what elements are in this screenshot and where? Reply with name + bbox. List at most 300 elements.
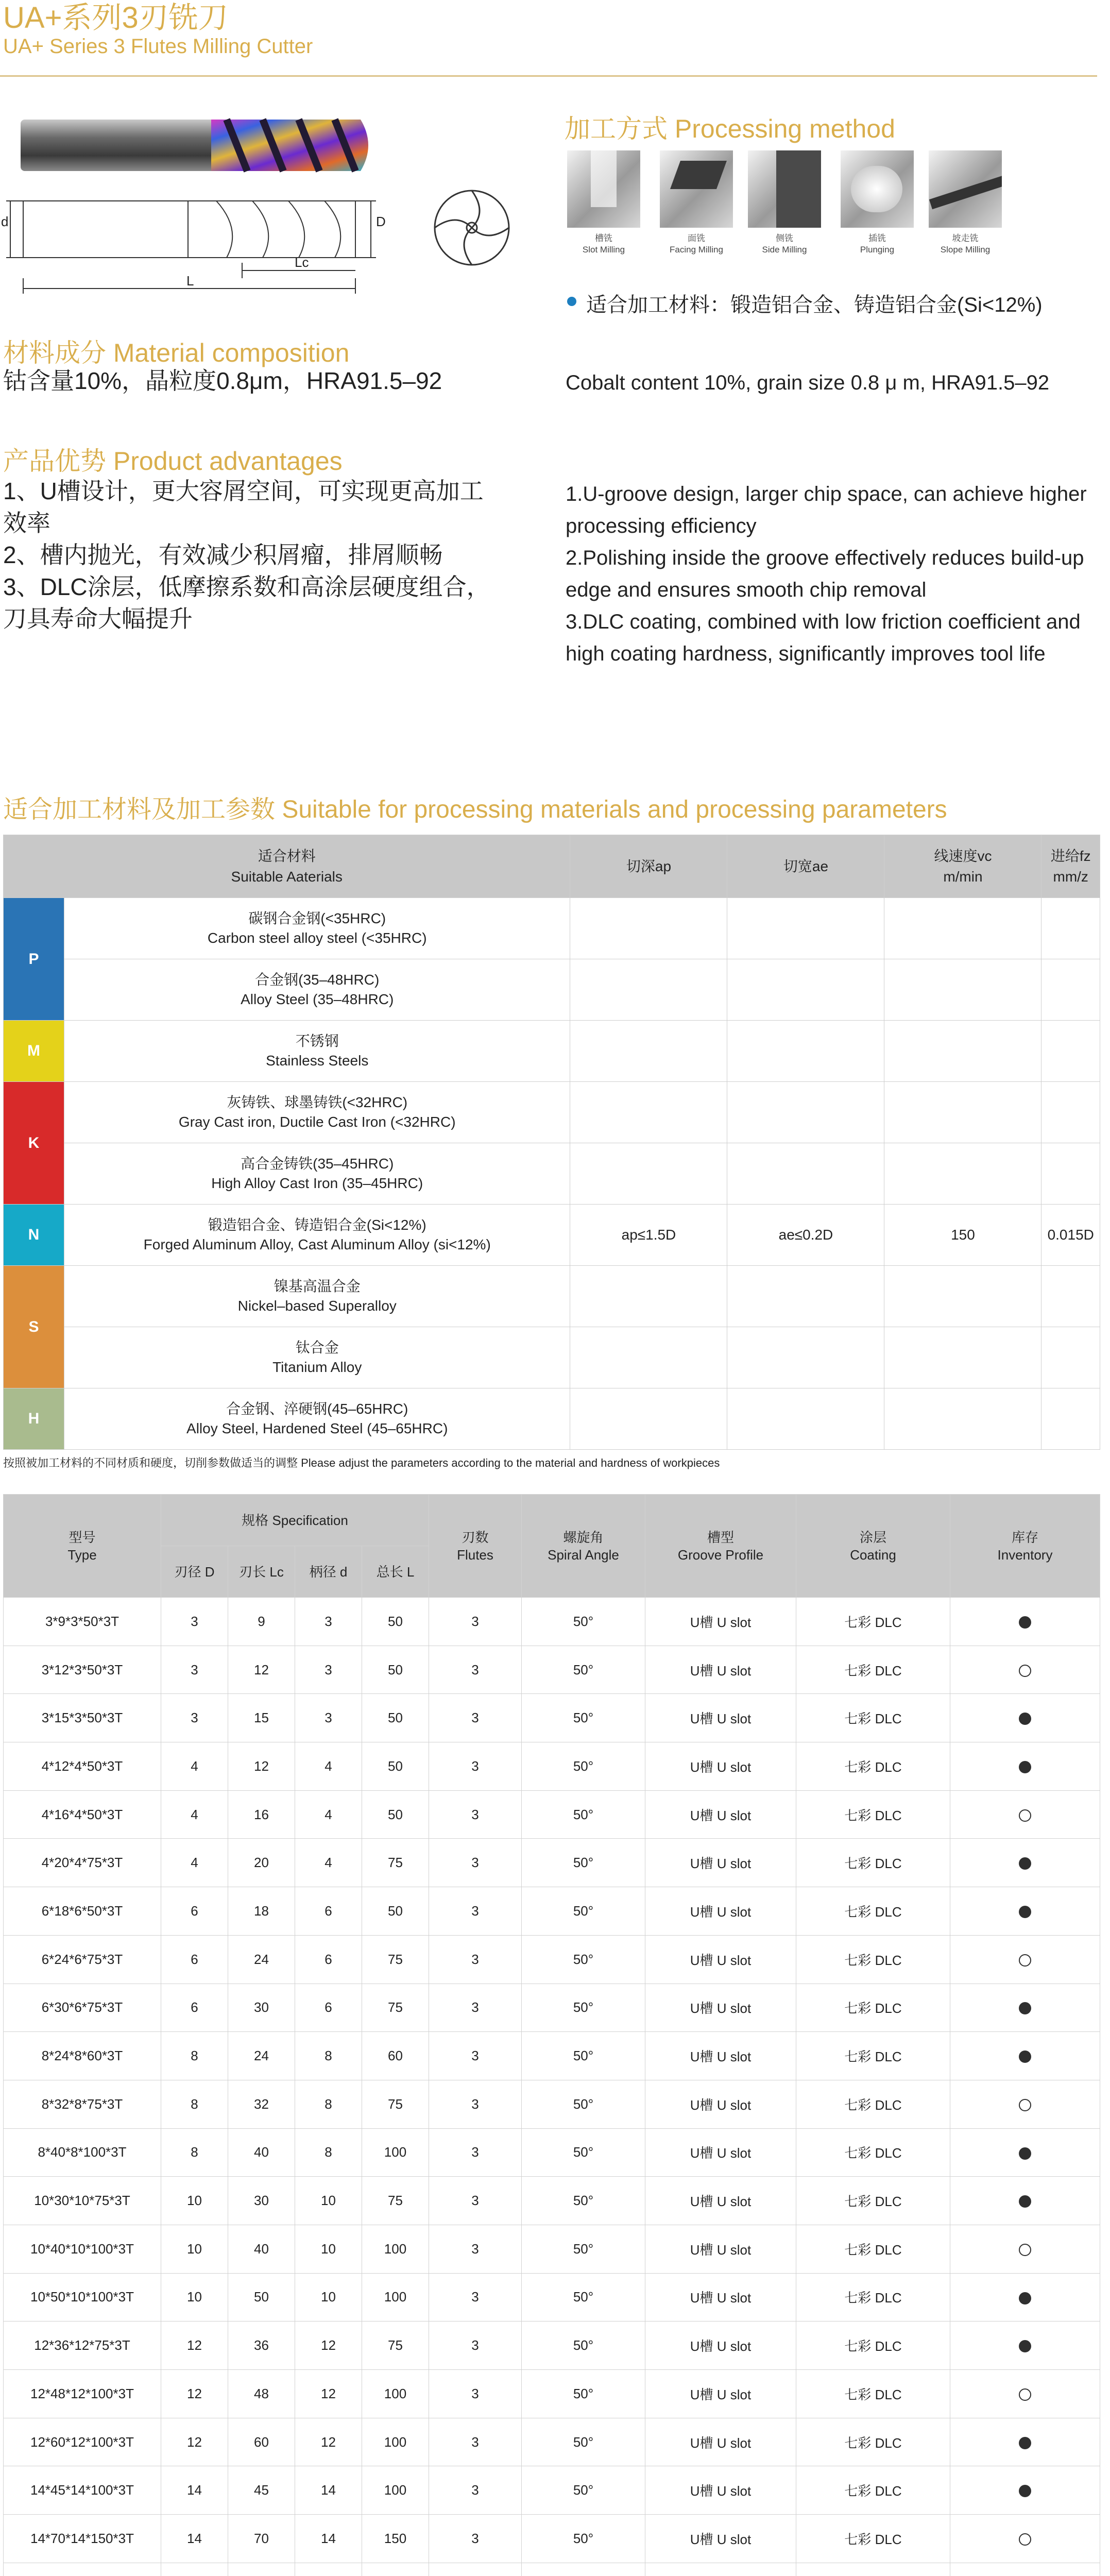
method-slot-milling <box>567 150 640 256</box>
spec-flutes-cell: 3 <box>429 2225 522 2273</box>
spec-flutes-cell: 3 <box>429 1984 522 2032</box>
dim-label-L: L <box>186 273 194 289</box>
spec-d-cell: 3 <box>295 1646 362 1694</box>
spec-type-cell: 3*15*3*50*3T <box>4 1694 161 1742</box>
spec-d-cell: 3 <box>161 1646 228 1694</box>
method-label-en: Slot Milling <box>582 245 625 255</box>
material-cell <box>64 1021 570 1082</box>
spec-type-cell: 3*9*3*50*3T <box>4 1598 161 1646</box>
spec-inventory-cell <box>950 1742 1100 1791</box>
spec-flutes-cell: 3 <box>429 2080 522 2128</box>
method-plunging <box>841 150 914 256</box>
spec-row <box>4 2370 1100 2418</box>
params-header-material: 适合材料 Suitable Aaterials <box>4 835 570 898</box>
spec-row <box>4 1839 1100 1887</box>
method-label-cn: 插铣 <box>868 233 886 243</box>
spec-type-cell: 12*36*12*75*3T <box>4 2321 161 2370</box>
advantage-en-line: 3.DLC coating, combined with low friction coefficient and <box>566 611 1081 633</box>
spec-inventory-cell <box>950 2273 1100 2321</box>
param-ap-cell <box>570 1266 727 1327</box>
params-row <box>4 1021 1100 1082</box>
material-group-s: S <box>4 1266 64 1388</box>
spec-row <box>4 1790 1100 1839</box>
spec-coating-cell: 七彩 DLC <box>796 2225 950 2273</box>
out-of-stock-dot-icon <box>1019 1665 1031 1677</box>
spec-l-cell: 150 <box>362 2515 429 2563</box>
param-ap-cell <box>570 959 727 1021</box>
material-cell <box>64 1143 570 1205</box>
spec-d-cell: 10 <box>295 2177 362 2225</box>
material-name-cn: 碳钢合金钢(<35HRC) <box>248 910 386 926</box>
spec-inventory-cell <box>950 2225 1100 2273</box>
params-row <box>4 1388 1100 1450</box>
advantage-en-line: processing efficiency <box>566 515 757 537</box>
spec-groove-cell: U槽 U slot <box>645 2466 796 2515</box>
params-header-ae: 切宽ae <box>727 835 884 898</box>
spec-groove-cell: U槽 U slot <box>645 2080 796 2128</box>
spec-groove-cell: U槽 U slot <box>645 1694 796 1742</box>
spec-d-cell: 10 <box>161 2273 228 2321</box>
material-name-cn: 灰铸铁、球墨铸铁(<32HRC) <box>227 1094 408 1110</box>
spec-d-cell: 12 <box>295 2321 362 2370</box>
spec-lc-cell: 36 <box>228 2321 295 2370</box>
composition-cn: 钴含量10%，晶粒度0.8μm，HRA91.5–92 <box>3 367 442 394</box>
dim-label-d: d <box>1 214 9 229</box>
param-vc-cell <box>884 898 1041 959</box>
spec-l-cell: 100 <box>362 2273 429 2321</box>
spec-lc-cell: 60 <box>228 2418 295 2466</box>
spec-flutes-cell: 3 <box>429 2273 522 2321</box>
spec-groove-cell: U槽 U slot <box>645 2032 796 2080</box>
spec-spiral-cell: 50° <box>522 1887 645 1936</box>
spec-flutes-cell: 3 <box>429 1790 522 1839</box>
spec-lc-cell: 32 <box>228 2080 295 2128</box>
spec-inventory-cell <box>950 1598 1100 1646</box>
spec-l-cell: 50 <box>362 1646 429 1694</box>
params-row <box>4 1205 1100 1266</box>
spec-l-cell: 75 <box>362 2080 429 2128</box>
spec-type-cell: 6*24*6*75*3T <box>4 1935 161 1984</box>
tool-drawing <box>0 185 402 296</box>
spec-type-cell: 10*30*10*75*3T <box>4 2177 161 2225</box>
spec-d-cell: 12 <box>161 2321 228 2370</box>
spec-spiral-cell: 50° <box>522 2321 645 2370</box>
spec-header-type: 型号 Type <box>4 1495 161 1598</box>
param-ae-cell <box>727 1021 884 1082</box>
spec-row <box>4 1742 1100 1791</box>
material-cell <box>64 959 570 1021</box>
spec-l-cell: 60 <box>362 2032 429 2080</box>
spec-header-Lc: 刃长 Lc <box>228 1546 295 1598</box>
spec-coating-cell: 七彩 DLC <box>796 2515 950 2563</box>
spec-flutes-cell <box>429 2563 522 2576</box>
spec-coating-cell: 七彩 DLC <box>796 1935 950 1984</box>
spec-spiral-cell: 50° <box>522 2273 645 2321</box>
spec-coating-cell: 七彩 DLC <box>796 1839 950 1887</box>
out-of-stock-dot-icon <box>1019 2388 1031 2401</box>
spec-spiral-cell: 50° <box>522 1935 645 1984</box>
spec-groove-cell: U槽 U slot <box>645 1598 796 1646</box>
spec-coating-cell: 七彩 DLC <box>796 1790 950 1839</box>
param-vc-cell <box>884 1021 1041 1082</box>
material-name-cn: 镍基高温合金 <box>274 1278 361 1294</box>
spec-type-cell: 12*60*12*100*3T <box>4 2418 161 2466</box>
out-of-stock-dot-icon <box>1019 1809 1031 1822</box>
available-dot-icon <box>1019 1616 1031 1629</box>
material-name-en: Alloy Steel (35–48HRC) <box>241 991 394 1007</box>
spec-type-cell: 12*48*12*100*3T <box>4 2370 161 2418</box>
param-fz-cell <box>1041 1082 1100 1143</box>
spec-spiral-cell: 50° <box>522 1984 645 2032</box>
param-vc-cell: 150 <box>884 1205 1041 1266</box>
spec-inventory-cell <box>950 1646 1100 1694</box>
spec-l-cell: 100 <box>362 2370 429 2418</box>
advantage-en-line: high coating hardness, significantly improves tool life <box>566 642 1046 665</box>
spec-d-cell: 8 <box>295 2128 362 2177</box>
spec-l-cell <box>362 2563 429 2576</box>
spec-row <box>4 2177 1100 2225</box>
spec-type-cell: 10*50*10*100*3T <box>4 2273 161 2321</box>
spec-groove-cell: U槽 U slot <box>645 2370 796 2418</box>
params-row <box>4 1082 1100 1143</box>
params-row <box>4 959 1100 1021</box>
params-title: 适合加工材料及加工参数 Suitable for processing materials and processing parameters <box>3 796 947 823</box>
material-name-cn: 合金钢、淬硬钢(45–65HRC) <box>226 1401 408 1417</box>
spec-l-cell: 100 <box>362 2466 429 2515</box>
composition-title: 材料成分 Material composition <box>3 338 350 367</box>
spec-spiral-cell: 50° <box>522 1598 645 1646</box>
param-ap-cell <box>570 1082 727 1143</box>
suitable-materials-text: 适合加工材料：锻造铝合金、铸造铝合金(Si<12%) <box>586 294 1043 316</box>
spec-spiral-cell: 50° <box>522 1742 645 1791</box>
out-of-stock-dot-icon <box>1019 1954 1031 1967</box>
spec-d-cell: 3 <box>295 1694 362 1742</box>
spec-coating-cell: 七彩 DLC <box>796 1887 950 1936</box>
spec-d-cell: 14 <box>295 2466 362 2515</box>
spec-row <box>4 1935 1100 1984</box>
facing-milling-image <box>660 150 733 228</box>
spec-type-cell: 8*24*8*60*3T <box>4 2032 161 2080</box>
spec-flutes-cell: 3 <box>429 1694 522 1742</box>
spec-type-cell: 8*40*8*100*3T <box>4 2128 161 2177</box>
plunging-image <box>841 150 914 228</box>
spec-groove-cell: U槽 U slot <box>645 1984 796 2032</box>
spec-d-cell: 6 <box>295 1887 362 1936</box>
page-title: UA+系列3刃铣刀 <box>3 1 228 35</box>
spec-inventory-cell <box>950 2177 1100 2225</box>
spec-groove-cell: U槽 U slot <box>645 2177 796 2225</box>
param-ae-cell <box>727 1143 884 1205</box>
spec-header-D: 刃径 D <box>161 1546 228 1598</box>
spec-spiral-cell <box>522 2563 645 2576</box>
params-header-fz: 进给fz mm/z <box>1041 835 1100 898</box>
method-facing-milling <box>660 150 733 256</box>
spec-inventory-cell <box>950 2370 1100 2418</box>
material-cell <box>64 1266 570 1327</box>
spec-d-cell: 4 <box>161 1790 228 1839</box>
tool-photo <box>21 114 376 176</box>
spec-flutes-cell: 3 <box>429 2128 522 2177</box>
spec-header-flutes: 刃数 Flutes <box>429 1495 522 1598</box>
spec-l-cell: 50 <box>362 1694 429 1742</box>
method-label-cn: 坡走铣 <box>952 233 979 243</box>
material-cell <box>64 1205 570 1266</box>
spec-l-cell: 50 <box>362 1887 429 1936</box>
spec-lc-cell: 9 <box>228 1598 295 1646</box>
param-vc-cell <box>884 1327 1041 1388</box>
spec-lc-cell: 45 <box>228 2466 295 2515</box>
spec-lc-cell: 40 <box>228 2225 295 2273</box>
spec-type-cell: 4*12*4*50*3T <box>4 1742 161 1791</box>
spec-header-groove: 槽型 Groove Profile <box>645 1495 796 1598</box>
spec-groove-cell: U槽 U slot <box>645 2418 796 2466</box>
spec-groove-cell: U槽 U slot <box>645 1646 796 1694</box>
spec-row <box>4 2128 1100 2177</box>
param-vc-cell <box>884 1266 1041 1327</box>
spec-d-cell: 4 <box>295 1742 362 1791</box>
spec-header-spiral: 螺旋角 Spiral Angle <box>522 1495 645 1598</box>
material-name-cn: 锻造铝合金、铸造铝合金(Si<12%) <box>208 1217 426 1233</box>
spec-header-d: 柄径 d <box>295 1546 362 1598</box>
method-label-cn: 面铣 <box>688 233 705 243</box>
available-dot-icon <box>1019 1761 1031 1773</box>
spec-d-cell: 14 <box>161 2515 228 2563</box>
spec-spiral-cell: 50° <box>522 1839 645 1887</box>
param-vc-cell <box>884 1143 1041 1205</box>
spec-flutes-cell: 3 <box>429 2466 522 2515</box>
spec-lc-cell: 70 <box>228 2515 295 2563</box>
spec-lc-cell: 15 <box>228 1694 295 1742</box>
material-name-en: Stainless Steels <box>266 1053 369 1069</box>
params-row <box>4 1327 1100 1388</box>
spec-spiral-cell: 50° <box>522 2128 645 2177</box>
slope-milling-image <box>929 150 1002 228</box>
side-milling-image <box>748 150 821 228</box>
param-ae-cell: ae≤0.2D <box>727 1205 884 1266</box>
method-label-en: Side Milling <box>762 245 807 255</box>
spec-coating-cell: 七彩 DLC <box>796 2321 950 2370</box>
spec-inventory-cell <box>950 2515 1100 2563</box>
spec-flutes-cell: 3 <box>429 2177 522 2225</box>
spec-header-L: 总长 L <box>362 1546 429 1598</box>
spec-coating-cell: 七彩 DLC <box>796 1984 950 2032</box>
material-cell <box>64 1388 570 1450</box>
method-slope-milling <box>929 150 1002 256</box>
spec-d-cell: 10 <box>295 2225 362 2273</box>
spec-d-cell: 4 <box>295 1839 362 1887</box>
header-divider <box>0 75 1097 77</box>
out-of-stock-dot-icon <box>1019 2244 1031 2256</box>
spec-spiral-cell: 50° <box>522 2080 645 2128</box>
spec-d-cell: 4 <box>161 1839 228 1887</box>
spec-d-cell: 10 <box>161 2225 228 2273</box>
spec-coating-cell: 七彩 DLC <box>796 2370 950 2418</box>
advantages-en <box>566 478 1106 670</box>
material-name-en: Forged Aluminum Alloy, Cast Aluminum Alloy (si<12%) <box>143 1236 491 1252</box>
param-fz-cell <box>1041 1143 1100 1205</box>
spec-lc-cell: 12 <box>228 1742 295 1791</box>
spec-groove-cell: U槽 U slot <box>645 2273 796 2321</box>
spec-coating-cell: 七彩 DLC <box>796 2080 950 2128</box>
advantage-en-line: edge and ensures smooth chip removal <box>566 579 927 601</box>
params-header-ap: 切深ap <box>570 835 727 898</box>
spec-d-cell: 8 <box>161 2128 228 2177</box>
spec-l-cell: 75 <box>362 1984 429 2032</box>
spec-l-cell: 75 <box>362 1935 429 1984</box>
spec-groove-cell: U槽 U slot <box>645 1742 796 1791</box>
spec-flutes-cell: 3 <box>429 2370 522 2418</box>
spec-type-cell: 14*45*14*100*3T <box>4 2466 161 2515</box>
spec-lc-cell: 48 <box>228 2370 295 2418</box>
spec-d-cell: 3 <box>161 1694 228 1742</box>
spec-flutes-cell: 3 <box>429 2032 522 2080</box>
material-name-cn: 合金钢(35–48HRC) <box>255 972 380 988</box>
spec-type-cell: 4*20*4*75*3T <box>4 1839 161 1887</box>
param-fz-cell <box>1041 1388 1100 1450</box>
spec-spiral-cell: 50° <box>522 1694 645 1742</box>
tool-end-view <box>431 187 513 269</box>
spec-coating-cell: 七彩 DLC <box>796 2128 950 2177</box>
spec-lc-cell: 30 <box>228 2177 295 2225</box>
spec-d-cell: 3 <box>161 1598 228 1646</box>
param-ae-cell <box>727 1082 884 1143</box>
spec-inventory-cell <box>950 1887 1100 1936</box>
spec-l-cell: 100 <box>362 2225 429 2273</box>
spec-d-cell: 10 <box>161 2177 228 2225</box>
suitable-bullet-icon <box>567 297 576 306</box>
spec-d-cell: 6 <box>295 1984 362 2032</box>
advantages-cn <box>3 475 549 635</box>
spec-d-cell: 8 <box>295 2080 362 2128</box>
available-dot-icon <box>1019 2292 1031 2304</box>
spec-lc-cell: 12 <box>228 1646 295 1694</box>
spec-type-cell: 10*40*10*100*3T <box>4 2225 161 2273</box>
spec-inventory-cell <box>950 2466 1100 2515</box>
params-header-vc: 线速度vc m/min <box>884 835 1041 898</box>
spec-d-cell: 12 <box>295 2418 362 2466</box>
spec-row <box>4 1598 1100 1646</box>
spec-flutes-cell: 3 <box>429 1646 522 1694</box>
spec-type-cell <box>4 2563 161 2576</box>
spec-inventory-cell <box>950 2032 1100 2080</box>
spec-l-cell: 100 <box>362 2128 429 2177</box>
advantage-en-line: 1.U-groove design, larger chip space, can achieve higher <box>566 483 1087 505</box>
method-label-cn: 槽铣 <box>595 233 612 243</box>
spec-d-cell: 6 <box>161 1984 228 2032</box>
method-label-en: Plunging <box>860 245 895 255</box>
spec-groove-cell: U槽 U slot <box>645 2321 796 2370</box>
spec-spiral-cell: 50° <box>522 2225 645 2273</box>
spec-inventory-cell <box>950 1839 1100 1887</box>
params-note: 按照被加工材料的不同材质和硬度，切削参数做适当的调整 Please adjust the parameters according to the material and hardness of workpieces <box>3 1456 720 1469</box>
dim-label-D: D <box>376 214 386 229</box>
material-name-en: Nickel–based Superalloy <box>237 1298 397 1314</box>
out-of-stock-dot-icon <box>1019 2099 1031 2111</box>
param-fz-cell <box>1041 1327 1100 1388</box>
spec-d-cell: 12 <box>161 2370 228 2418</box>
spec-d-cell: 14 <box>161 2466 228 2515</box>
advantage-cn-line: 1、U槽设计，更大容屑空间，可实现更高加工 <box>3 478 484 504</box>
param-ap-cell <box>570 1143 727 1205</box>
params-row <box>4 1143 1100 1205</box>
param-ae-cell <box>727 898 884 959</box>
method-label-en: Facing Milling <box>670 245 723 255</box>
spec-coating-cell: 七彩 DLC <box>796 1598 950 1646</box>
param-vc-cell <box>884 959 1041 1021</box>
spec-row <box>4 2080 1100 2128</box>
spec-groove-cell: U槽 U slot <box>645 1790 796 1839</box>
dim-label-Lc: Lc <box>295 255 309 270</box>
advantage-cn-line: 刀具寿命大幅提升 <box>3 605 193 632</box>
slot-milling-image <box>567 150 640 228</box>
spec-l-cell: 50 <box>362 1742 429 1791</box>
available-dot-icon <box>1019 1713 1031 1725</box>
spec-flutes-cell: 3 <box>429 1742 522 1791</box>
material-group-n: N <box>4 1205 64 1266</box>
advantage-en-line: 2.Polishing inside the groove effectively reduces build-up <box>566 547 1084 569</box>
spec-coating-cell: 七彩 DLC <box>796 1694 950 1742</box>
params-table <box>3 835 1100 1450</box>
spec-groove-cell: U槽 U slot <box>645 2128 796 2177</box>
spec-header-inventory: 库存 Inventory <box>950 1495 1100 1598</box>
method-side-milling <box>748 150 821 256</box>
spec-row <box>4 2032 1100 2080</box>
spec-groove-cell: U槽 U slot <box>645 1935 796 1984</box>
spec-groove-cell: U槽 U slot <box>645 1839 796 1887</box>
spec-spiral-cell: 50° <box>522 2418 645 2466</box>
spec-d-cell: 4 <box>295 1790 362 1839</box>
spec-flutes-cell: 3 <box>429 1598 522 1646</box>
spec-inventory-cell <box>950 1935 1100 1984</box>
spec-spiral-cell: 50° <box>522 2466 645 2515</box>
spec-coating-cell: 七彩 DLC <box>796 2418 950 2466</box>
material-group-m: M <box>4 1021 64 1082</box>
spec-d-cell: 3 <box>295 1598 362 1646</box>
spec-coating-cell: 七彩 DLC <box>796 2032 950 2080</box>
param-fz-cell <box>1041 1021 1100 1082</box>
spec-d-cell: 8 <box>161 2032 228 2080</box>
spec-row <box>4 1887 1100 1936</box>
spec-d-cell: 8 <box>161 2080 228 2128</box>
spec-row <box>4 1646 1100 1694</box>
spec-inventory-cell <box>950 1694 1100 1742</box>
spec-groove-cell <box>645 2563 796 2576</box>
spec-l-cell: 75 <box>362 2177 429 2225</box>
spec-d-cell: 6 <box>161 1887 228 1936</box>
spec-coating-cell: 七彩 DLC <box>796 2466 950 2515</box>
spec-header-specification: 规格 Specification <box>161 1495 429 1546</box>
spec-lc-cell: 24 <box>228 2032 295 2080</box>
spec-flutes-cell: 3 <box>429 1839 522 1887</box>
spec-row <box>4 2321 1100 2370</box>
spec-inventory-cell <box>950 2321 1100 2370</box>
spec-lc-cell: 18 <box>228 1887 295 1936</box>
spec-d-cell: 14 <box>295 2515 362 2563</box>
param-vc-cell <box>884 1388 1041 1450</box>
available-dot-icon <box>1019 2147 1031 2160</box>
spec-l-cell: 100 <box>362 2418 429 2466</box>
spec-lc-cell <box>228 2563 295 2576</box>
material-group-k: K <box>4 1082 64 1205</box>
spec-row <box>4 2466 1100 2515</box>
material-cell <box>64 1327 570 1388</box>
param-ap-cell <box>570 898 727 959</box>
spec-d-cell: 8 <box>295 2032 362 2080</box>
param-ap-cell <box>570 1327 727 1388</box>
spec-flutes-cell: 3 <box>429 2515 522 2563</box>
spec-d-cell: 4 <box>161 1742 228 1791</box>
material-name-cn: 高合金铸铁(35–45HRC) <box>241 1156 394 1172</box>
